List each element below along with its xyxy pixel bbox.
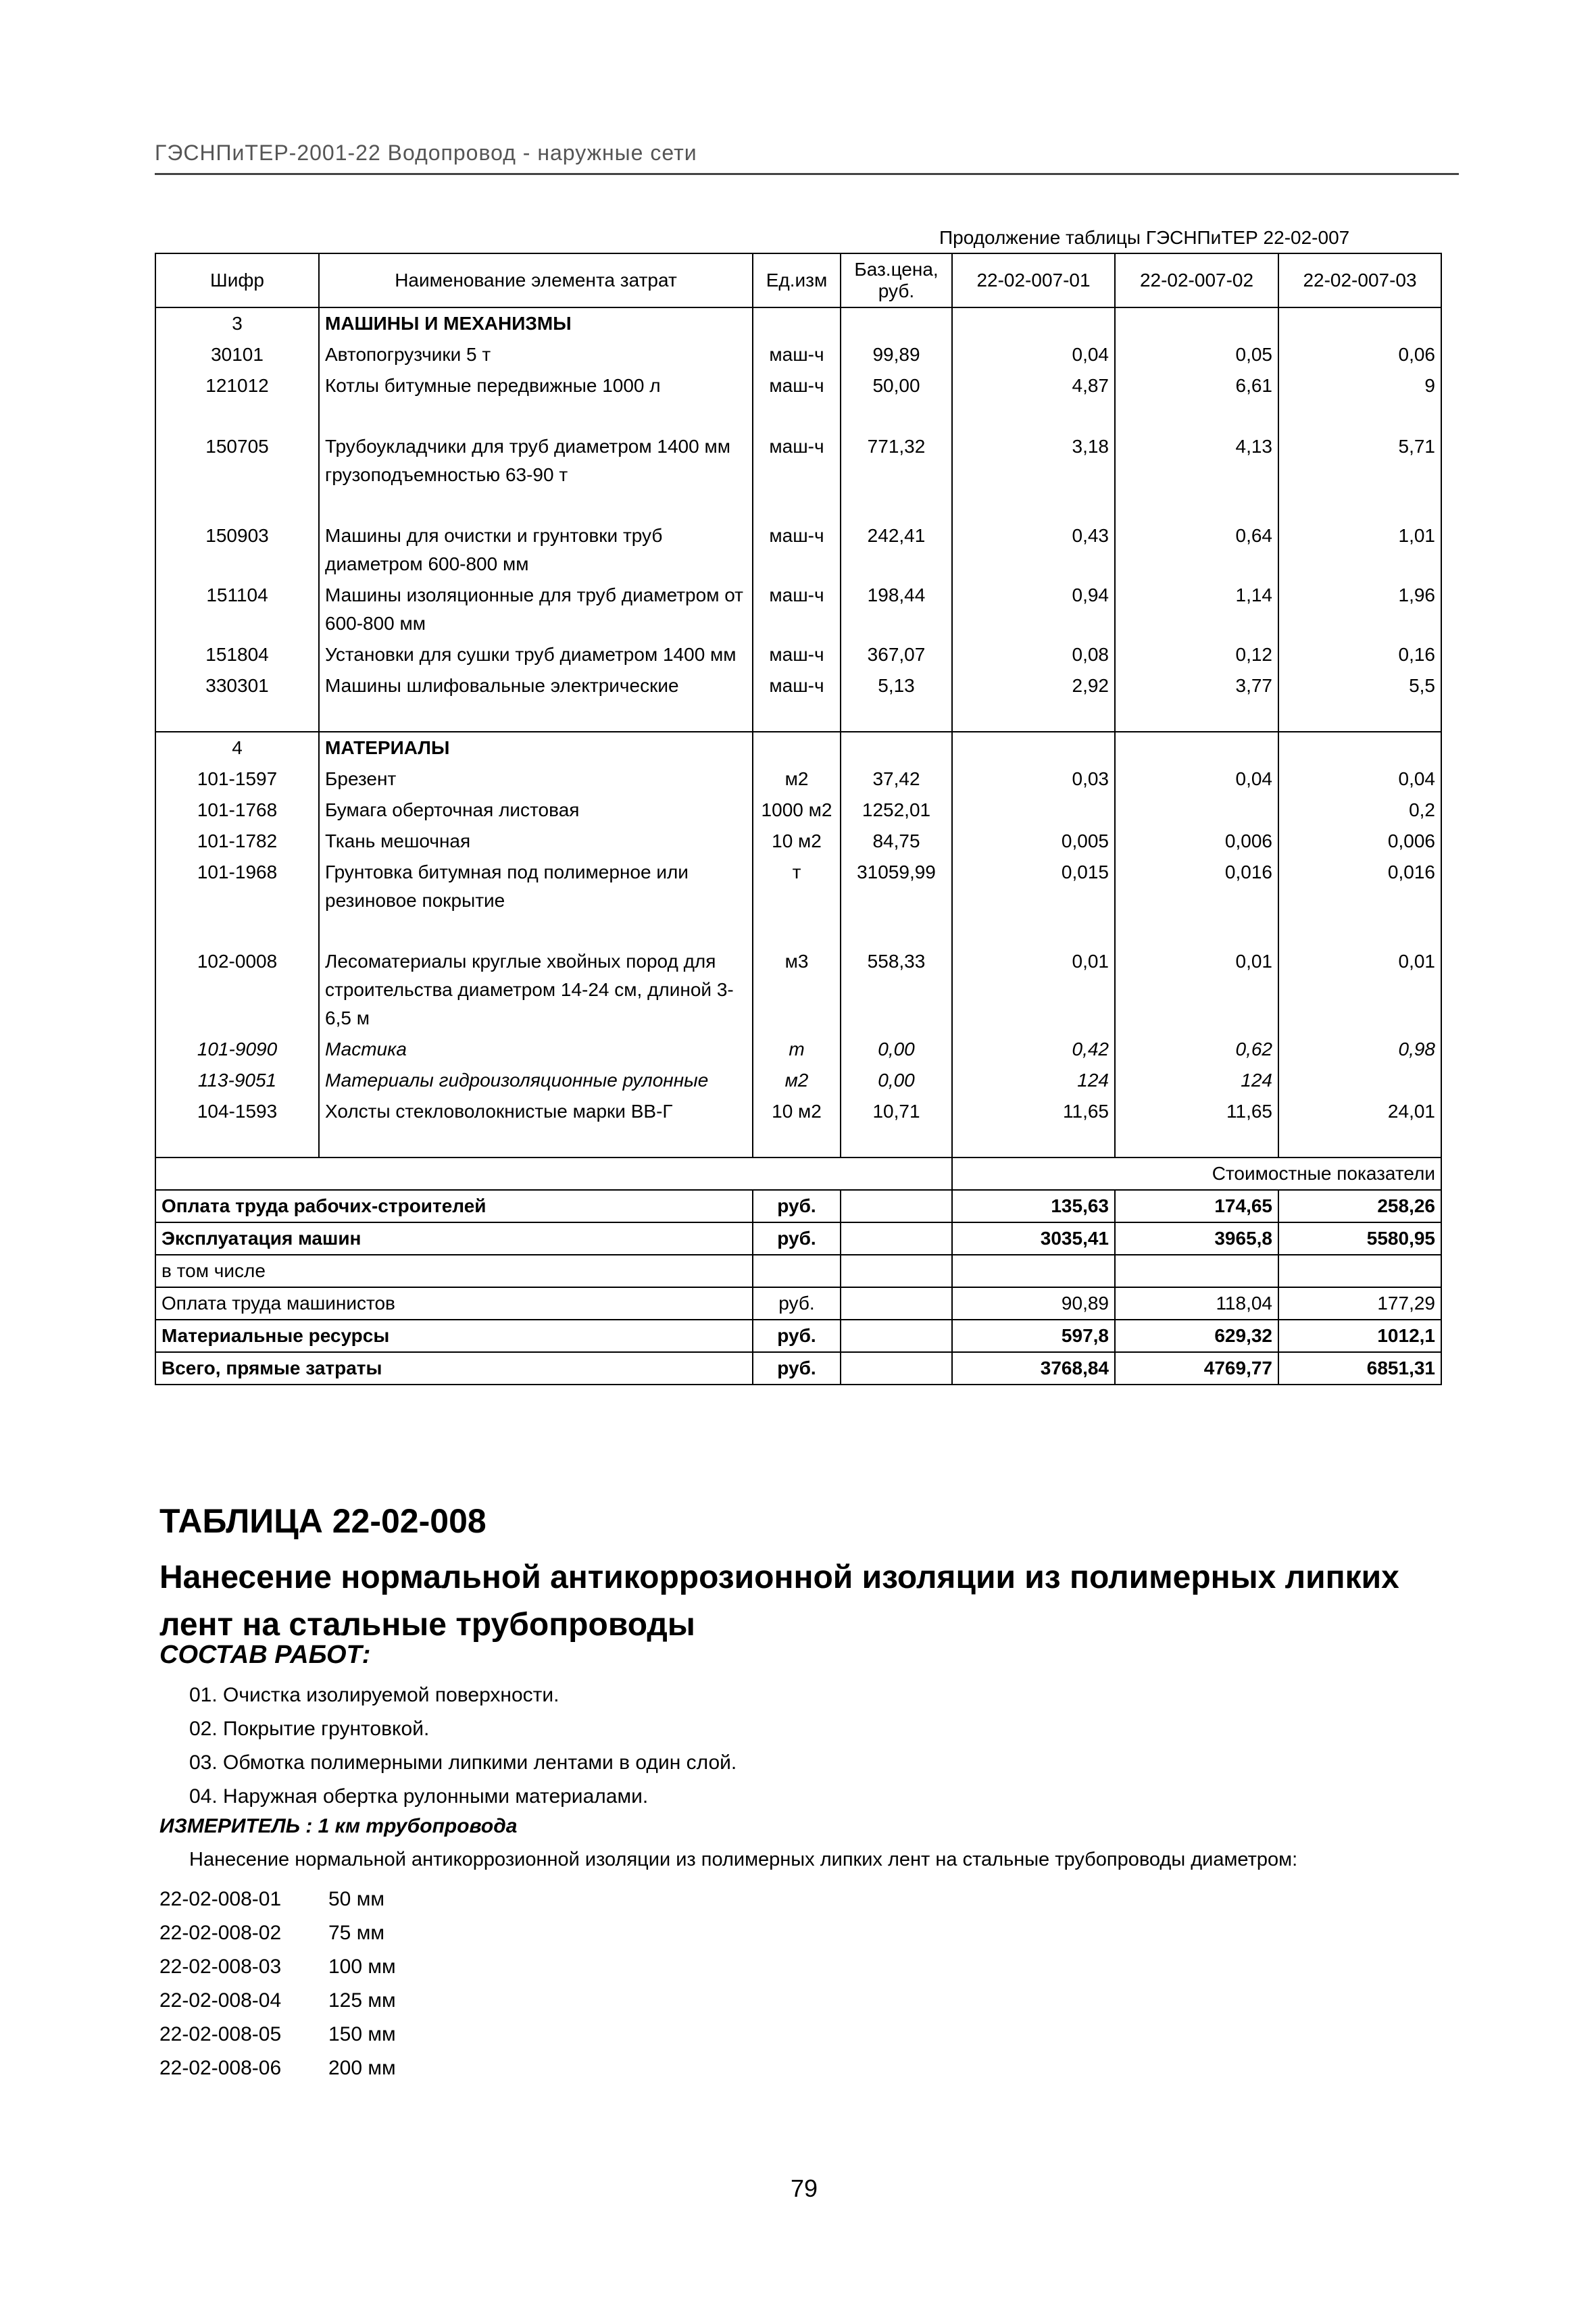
row-name: Грунтовка битумная под полимерное или резиновое покрытие [319, 857, 753, 916]
empty-cell [1278, 401, 1441, 431]
empty-cell [1115, 701, 1278, 732]
code-row [159, 1916, 396, 1950]
row-price: 10,71 [841, 1096, 952, 1127]
row-name: Материалы гидроизоляционные рулонные [319, 1065, 753, 1096]
machines-section [155, 307, 1441, 732]
code-value: 100 мм [328, 1956, 396, 1978]
spacer-row [155, 916, 1441, 946]
cost-value: 3768,84 [952, 1352, 1115, 1385]
table-row [155, 1065, 1441, 1096]
row-value: 0,42 [952, 1034, 1115, 1065]
cost-value [1115, 1255, 1278, 1287]
row-price: 84,75 [841, 826, 952, 857]
table-row [155, 431, 1441, 491]
header-cell: Наименование элемента затрат [319, 253, 753, 307]
table-row [155, 370, 1441, 401]
cost-unit: руб. [753, 1190, 841, 1222]
row-name: Трубоукладчики для труб диаметром 1400 мм грузоподъемностью 63-90 т [319, 431, 753, 491]
code-row [159, 2018, 396, 2051]
running-header: ГЭСНПиТЕР-2001-22 Водопровод - наружные сети [155, 141, 697, 165]
empty-cell [155, 916, 319, 946]
operation-item: 01. Очистка изолируемой поверхности. [189, 1684, 559, 1706]
row-value: 1,01 [1278, 520, 1441, 580]
row-code: 151804 [155, 639, 319, 670]
code: 22-02-008-01 [159, 1888, 282, 1910]
row-unit: маш-ч [753, 580, 841, 639]
operation-item: 02. Покрытие грунтовкой. [189, 1718, 430, 1740]
table-title: ТАБЛИЦА 22-02-008 [159, 1502, 487, 1540]
table-row [155, 826, 1441, 857]
measure-label: ИЗМЕРИТЕЛЬ : 1 км трубопровода [159, 1815, 518, 1837]
row-code: 104-1593 [155, 1096, 319, 1127]
row-value: 24,01 [1278, 1096, 1441, 1127]
cost-label: Всего, прямые затраты [155, 1352, 753, 1385]
row-code: 30101 [155, 339, 319, 370]
spacer-row [155, 401, 1441, 431]
table-row [155, 857, 1441, 916]
row-value [1115, 795, 1278, 826]
empty-cell [841, 401, 952, 431]
empty-cell [952, 732, 1115, 764]
table-row [155, 580, 1441, 639]
row-name: Ткань мешочная [319, 826, 753, 857]
row-value: 0,04 [952, 339, 1115, 370]
row-code: 150903 [155, 520, 319, 580]
cost-header: Стоимостные показатели [952, 1158, 1441, 1190]
row-code: 101-9090 [155, 1034, 319, 1065]
code-value: 75 мм [328, 1922, 384, 1944]
cost-value: 174,65 [1115, 1190, 1278, 1222]
row-unit: м2 [753, 1065, 841, 1096]
row-price: 242,41 [841, 520, 952, 580]
row-price: 99,89 [841, 339, 952, 370]
empty-cell [841, 732, 952, 764]
header-cell: Баз.цена, руб. [841, 253, 952, 307]
row-unit: маш-ч [753, 670, 841, 701]
row-price: 1252,01 [841, 795, 952, 826]
row-price: 771,32 [841, 431, 952, 491]
empty-cell [753, 401, 841, 431]
row-name: Машины для очистки и грунтовки труб диаметром 600-800 мм [319, 520, 753, 580]
row-value: 11,65 [1115, 1096, 1278, 1127]
row-unit: 10 м2 [753, 1096, 841, 1127]
operation-item: 03. Обмотка полимерными липкими лентами в один слой. [189, 1751, 737, 1774]
header-cell: 22-02-007-02 [1115, 253, 1278, 307]
row-value: 0,01 [1278, 946, 1441, 1034]
row-value: 5,71 [1278, 431, 1441, 491]
page-number: 79 [791, 2174, 818, 2202]
cost-unit: руб. [753, 1320, 841, 1352]
row-value: 0,016 [1115, 857, 1278, 916]
empty-cell [841, 1255, 952, 1287]
row-unit: маш-ч [753, 520, 841, 580]
row-code: 113-9051 [155, 1065, 319, 1096]
row-unit: маш-ч [753, 339, 841, 370]
table-row [155, 946, 1441, 1034]
empty-cell [753, 732, 841, 764]
empty-cell [155, 491, 319, 520]
cost-value [1278, 1255, 1441, 1287]
row-value: 124 [952, 1065, 1115, 1096]
code-value: 125 мм [328, 1989, 396, 2012]
spacer-row [155, 1127, 1441, 1158]
row-value: 9 [1278, 370, 1441, 401]
row-value: 0,05 [1115, 339, 1278, 370]
row-value: 4,87 [952, 370, 1115, 401]
cost-header-row [155, 1158, 1441, 1190]
row-code: 102-0008 [155, 946, 319, 1034]
intro-text: Нанесение нормальной антикоррозионной изоляции из полимерных липких лент на стальные трубопроводы диаметром: [189, 1849, 1298, 1870]
row-value: 0,98 [1278, 1034, 1441, 1065]
cost-label: Оплата труда рабочих-строителей [155, 1190, 753, 1222]
row-name: Лесоматериалы круглые хвойных пород для строительства диаметром 14-24 см, длиной 3-6,5 м [319, 946, 753, 1034]
empty-cell [952, 491, 1115, 520]
cost-row [155, 1255, 1441, 1287]
row-code: 101-1768 [155, 795, 319, 826]
empty-cell [952, 401, 1115, 431]
cost-row [155, 1320, 1441, 1352]
row-value: 0,12 [1115, 639, 1278, 670]
row-value: 0,08 [952, 639, 1115, 670]
empty-cell [841, 307, 952, 339]
row-value [1278, 1065, 1441, 1096]
row-value: 124 [1115, 1065, 1278, 1096]
row-value: 1,96 [1278, 580, 1441, 639]
cost-value: 597,8 [952, 1320, 1115, 1352]
empty-cell [952, 1127, 1115, 1158]
empty-cell [841, 491, 952, 520]
empty-cell [319, 491, 753, 520]
row-code: 150705 [155, 431, 319, 491]
cost-value: 135,63 [952, 1190, 1115, 1222]
codes-list [159, 1883, 396, 2085]
row-value: 0,016 [1278, 857, 1441, 916]
row-code: 101-1968 [155, 857, 319, 916]
code-row [159, 1984, 396, 2018]
empty-cell [1115, 732, 1278, 764]
row-value: 0,006 [1115, 826, 1278, 857]
row-value: 0,04 [1115, 764, 1278, 795]
code-value: 150 мм [328, 2023, 396, 2045]
row-value: 0,015 [952, 857, 1115, 916]
empty-cell [841, 1222, 952, 1255]
empty-cell [155, 401, 319, 431]
empty-cell [1278, 1127, 1441, 1158]
table-row [155, 764, 1441, 795]
empty-cell [841, 1127, 952, 1158]
cost-value [952, 1255, 1115, 1287]
header-cell: 22-02-007-03 [1278, 253, 1441, 307]
empty-cell [1115, 307, 1278, 339]
composition-label: СОСТАВ РАБОТ: [159, 1641, 371, 1669]
row-price: 198,44 [841, 580, 952, 639]
empty-cell [841, 1190, 952, 1222]
row-value: 6,61 [1115, 370, 1278, 401]
table-row [155, 339, 1441, 370]
cost-value: 258,26 [1278, 1190, 1441, 1222]
cost-label: Оплата труда машинистов [155, 1287, 753, 1320]
row-unit: м2 [753, 764, 841, 795]
row-value: 3,77 [1115, 670, 1278, 701]
cost-value: 5580,95 [1278, 1222, 1441, 1255]
continuation-title: Продолжение таблицы ГЭСНПиТЕР 22-02-007 [939, 227, 1350, 248]
row-unit: маш-ч [753, 370, 841, 401]
row-price: 5,13 [841, 670, 952, 701]
header-rule [155, 173, 1459, 175]
empty-cell [319, 401, 753, 431]
cost-unit: руб. [753, 1287, 841, 1320]
cost-value: 90,89 [952, 1287, 1115, 1320]
empty-cell [841, 916, 952, 946]
code: 22-02-008-05 [159, 2023, 282, 2045]
empty-cell [841, 1320, 952, 1352]
empty-cell [753, 1127, 841, 1158]
empty-cell [1115, 491, 1278, 520]
row-code: 151104 [155, 580, 319, 639]
row-value: 0,03 [952, 764, 1115, 795]
empty-cell [952, 307, 1115, 339]
table-row [155, 639, 1441, 670]
code-value: 200 мм [328, 2057, 396, 2079]
row-unit: 10 м2 [753, 826, 841, 857]
empty-cell [952, 701, 1115, 732]
empty-cell [952, 916, 1115, 946]
spacer-row [155, 701, 1441, 732]
cost-unit: руб. [753, 1352, 841, 1385]
cost-value: 177,29 [1278, 1287, 1441, 1320]
empty-cell [841, 1352, 952, 1385]
row-code: 121012 [155, 370, 319, 401]
code: 22-02-008-03 [159, 1956, 282, 1978]
header-cell: Ед.изм [753, 253, 841, 307]
cost-unit [753, 1255, 841, 1287]
cost-row [155, 1352, 1441, 1385]
cost-unit: руб. [753, 1222, 841, 1255]
header-cell: Шифр [155, 253, 319, 307]
row-unit: маш-ч [753, 639, 841, 670]
row-name: Мастика [319, 1034, 753, 1065]
row-name: Машины шлифовальные электрические [319, 670, 753, 701]
empty-cell [753, 491, 841, 520]
row-value: 0,01 [952, 946, 1115, 1034]
empty-cell [1115, 916, 1278, 946]
code-row [159, 2051, 396, 2085]
empty-cell [1115, 401, 1278, 431]
empty-cell [319, 916, 753, 946]
section-title: МАШИНЫ И МЕХАНИЗМЫ [319, 307, 753, 339]
row-value: 0,01 [1115, 946, 1278, 1034]
row-name: Бумага оберточная листовая [319, 795, 753, 826]
section-header-row [155, 307, 1441, 339]
row-value [952, 795, 1115, 826]
code-row [159, 1950, 396, 1984]
cost-value: 3965,8 [1115, 1222, 1278, 1255]
code: 22-02-008-04 [159, 1989, 282, 2012]
row-unit: маш-ч [753, 431, 841, 491]
code-value: 50 мм [328, 1888, 384, 1910]
table-row [155, 1096, 1441, 1127]
row-name: Автопогрузчики 5 т [319, 339, 753, 370]
cost-value: 3035,41 [952, 1222, 1115, 1255]
row-value: 0,43 [952, 520, 1115, 580]
cost-label: Эксплуатация машин [155, 1222, 753, 1255]
header-cell: 22-02-007-01 [952, 253, 1115, 307]
row-code: 330301 [155, 670, 319, 701]
row-value: 0,04 [1278, 764, 1441, 795]
section-header-row [155, 732, 1441, 764]
row-value: 0,62 [1115, 1034, 1278, 1065]
row-price: 558,33 [841, 946, 952, 1034]
row-value: 0,64 [1115, 520, 1278, 580]
code: 22-02-008-02 [159, 1922, 282, 1944]
cost-value: 629,32 [1115, 1320, 1278, 1352]
cost-section [155, 1158, 1441, 1385]
cost-row [155, 1222, 1441, 1255]
empty-cell [753, 307, 841, 339]
cost-value: 6851,31 [1278, 1352, 1441, 1385]
work-title: Нанесение нормальной антикоррозионной изоляции из полимерных липких лент на стальные трубопроводы [159, 1560, 1399, 1643]
row-value: 0,94 [952, 580, 1115, 639]
row-value: 2,92 [952, 670, 1115, 701]
table-row [155, 795, 1441, 826]
row-code: 101-1597 [155, 764, 319, 795]
row-name: Котлы битумные передвижные 1000 л [319, 370, 753, 401]
row-value: 11,65 [952, 1096, 1115, 1127]
table-row [155, 1034, 1441, 1065]
row-name: Брезент [319, 764, 753, 795]
empty-cell [155, 1158, 952, 1190]
spacer-row [155, 491, 1441, 520]
row-code: 101-1782 [155, 826, 319, 857]
empty-cell [1278, 701, 1441, 732]
row-unit: т [753, 1034, 841, 1065]
row-price: 367,07 [841, 639, 952, 670]
row-value: 0,005 [952, 826, 1115, 857]
row-price: 0,00 [841, 1065, 952, 1096]
materials-section [155, 732, 1441, 1158]
row-price: 0,00 [841, 1034, 952, 1065]
empty-cell [155, 1127, 319, 1158]
empty-cell [1278, 307, 1441, 339]
table-row [155, 520, 1441, 580]
section-code: 3 [155, 307, 319, 339]
empty-cell [319, 701, 753, 732]
cost-row [155, 1287, 1441, 1320]
resource-table [155, 253, 1442, 1385]
section-title: МАТЕРИАЛЫ [319, 732, 753, 764]
row-value: 5,5 [1278, 670, 1441, 701]
empty-cell [1278, 916, 1441, 946]
empty-cell [1278, 732, 1441, 764]
empty-cell [841, 701, 952, 732]
row-price: 31059,99 [841, 857, 952, 916]
row-name: Машины изоляционные для труб диаметром от 600-800 мм [319, 580, 753, 639]
cost-label: в том числе [155, 1255, 753, 1287]
empty-cell [1115, 1127, 1278, 1158]
cost-row [155, 1190, 1441, 1222]
table-header-row [155, 253, 1441, 307]
row-value: 0,006 [1278, 826, 1441, 857]
row-value: 3,18 [952, 431, 1115, 491]
row-name: Установки для сушки труб диаметром 1400 мм [319, 639, 753, 670]
row-value: 0,06 [1278, 339, 1441, 370]
row-name: Холсты стекловолокнистые марки ВВ-Г [319, 1096, 753, 1127]
row-unit: т [753, 857, 841, 916]
empty-cell [753, 701, 841, 732]
cost-value: 118,04 [1115, 1287, 1278, 1320]
row-value: 4,13 [1115, 431, 1278, 491]
row-value: 1,14 [1115, 580, 1278, 639]
row-price: 50,00 [841, 370, 952, 401]
row-price: 37,42 [841, 764, 952, 795]
empty-cell [319, 1127, 753, 1158]
operations-list [189, 1678, 737, 1814]
table-row [155, 670, 1441, 701]
code: 22-02-008-06 [159, 2057, 282, 2079]
cost-value: 1012,1 [1278, 1320, 1441, 1352]
row-unit: 1000 м2 [753, 795, 841, 826]
empty-cell [155, 701, 319, 732]
empty-cell [753, 916, 841, 946]
operation-item: 04. Наружная обертка рулонными материалами. [189, 1785, 649, 1808]
row-value: 0,16 [1278, 639, 1441, 670]
row-unit: м3 [753, 946, 841, 1034]
cost-label: Материальные ресурсы [155, 1320, 753, 1352]
section-code: 4 [155, 732, 319, 764]
cost-value: 4769,77 [1115, 1352, 1278, 1385]
empty-cell [1278, 491, 1441, 520]
row-value: 0,2 [1278, 795, 1441, 826]
empty-cell [841, 1287, 952, 1320]
code-row [159, 1883, 396, 1916]
